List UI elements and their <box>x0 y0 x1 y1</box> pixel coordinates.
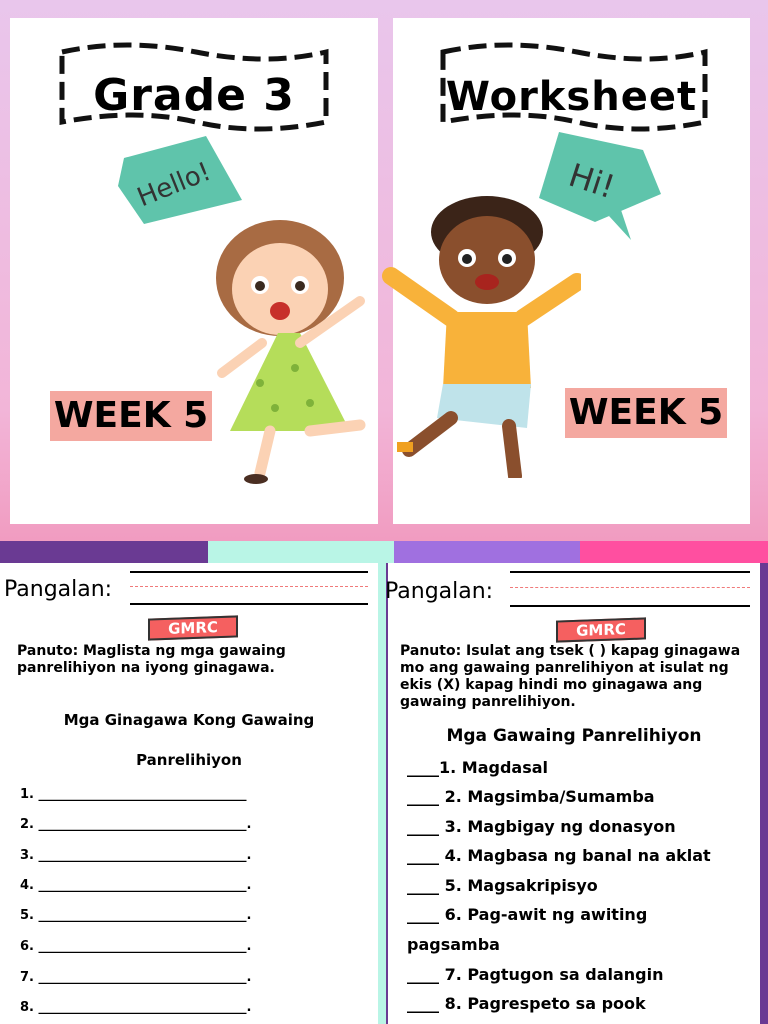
checklist-item[interactable]: ____ 5. Magsakripisyo <box>407 876 598 895</box>
bubble-text-hi: Hi! <box>564 155 620 207</box>
name-line-guide <box>130 586 368 587</box>
list-item[interactable]: 5. ________________________________. <box>20 908 252 923</box>
cover-page-left <box>10 18 378 524</box>
name-line-bottom <box>130 603 368 605</box>
list-item[interactable]: 4. ________________________________. <box>20 878 252 893</box>
name-line-guide <box>510 587 750 588</box>
stripe-pink <box>580 541 768 563</box>
checklist-item[interactable]: ____ 3. Magbigay ng donasyon <box>407 817 676 836</box>
name-label-left: Pangalan: <box>4 577 113 602</box>
grade-title: Grade 3 <box>93 70 295 121</box>
boy-illustration <box>381 178 581 478</box>
checklist-item[interactable]: ____1. Magdasal <box>407 758 549 777</box>
worksheet-title: Worksheet <box>445 74 698 120</box>
checklist-item[interactable]: ____ 7. Pagtugon sa dalangin <box>407 965 664 984</box>
cover-page-right <box>393 18 750 524</box>
name-label-right: Pangalan: <box>385 579 494 604</box>
bubble-text-hello: Hello! <box>133 156 216 214</box>
list-item[interactable]: 6. ________________________________. <box>20 939 252 954</box>
week-label-left: WEEK 5 <box>50 391 212 441</box>
list-title-right: Mga Gawaing Panrelihiyon <box>446 726 702 746</box>
subject-tag-left: GMRC <box>148 615 238 640</box>
stripe-mint <box>208 541 394 563</box>
checklist-item[interactable]: ____ 2. Magsimba/Sumamba <box>407 787 655 806</box>
list-item[interactable]: 2. ________________________________. <box>20 817 252 832</box>
instructions-left: Panuto: Maglista ng mga gawaing panrelihiyon na iyong ginagawa. <box>17 643 286 676</box>
worksheet-left <box>0 563 386 1024</box>
list-item[interactable]: 3. ________________________________. <box>20 848 252 863</box>
checklist-item[interactable]: ____ 4. Magbasa ng banal na aklat <box>407 846 711 865</box>
name-line-bottom <box>510 605 750 607</box>
name-line-top <box>130 571 368 573</box>
instructions-right: Panuto: Isulat ang tsek ( ) kapag ginagawa mo ang gawaing panrelihiyon at isulat ng ekis (X) kapag hindi mo ginagawa ang gawaing panrelihiyon. <box>400 643 741 710</box>
girl-illustration <box>200 193 380 493</box>
checklist-item[interactable]: ____ 8. Pagrespeto sa pook <box>407 994 646 1013</box>
list-item[interactable]: 7. ________________________________. <box>20 970 252 985</box>
week-label-right: WEEK 5 <box>565 388 727 438</box>
list-title-left-line2: Panrelihiyon <box>136 751 242 769</box>
list-title-left-line1: Mga Ginagawa Kong Gawaing <box>63 711 315 729</box>
checklist-item[interactable]: ____ 6. Pag-awit ng awiting <box>407 905 648 924</box>
list-item[interactable]: 1. ________________________________ <box>20 787 247 802</box>
list-item[interactable]: 8. ________________________________. <box>20 1000 252 1015</box>
name-line-top <box>510 571 750 573</box>
subject-tag-right: GMRC <box>556 617 646 642</box>
checklist-item-continuation: pagsamba <box>407 935 500 954</box>
stripe-purple <box>394 541 580 563</box>
